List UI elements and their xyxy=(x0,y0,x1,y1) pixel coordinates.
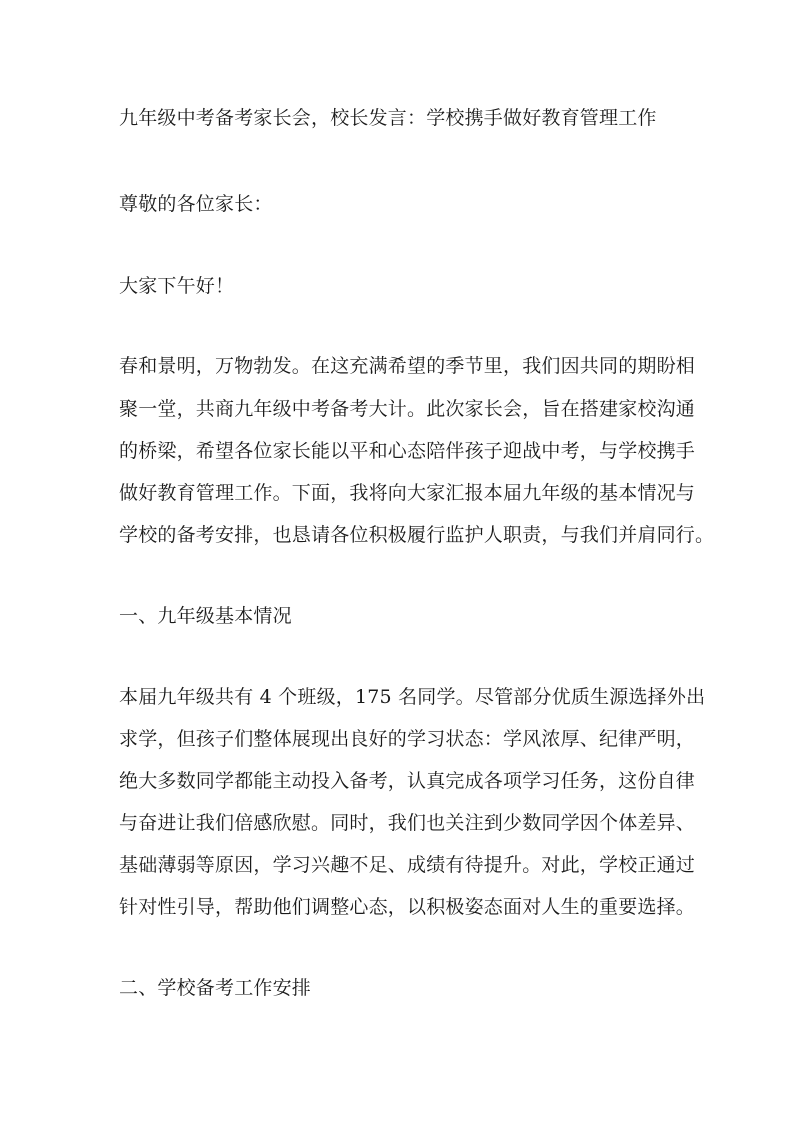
salutation: 尊敬的各位家长： xyxy=(119,193,273,215)
paragraph-line: 针对性引导，帮助他们调整心态，以积极姿态面对人生的重要选择。 xyxy=(119,896,696,918)
document-title: 九年级中考备考家长会，校长发言：学校携手做好教育管理工作 xyxy=(119,107,657,129)
paragraph-line: 做好教育管理工作。下面，我将向大家汇报本届九年级的基本情况与 xyxy=(119,482,696,504)
paragraph-line: 与奋进让我们倍感欣慰。同时，我们也关注到少数同学因个体差异、 xyxy=(119,812,696,834)
paragraph-line: 春和景明，万物勃发。在这充满希望的季节里，我们因共同的期盼相 xyxy=(119,355,696,377)
paragraph-line: 学校的备考安排，也恳请各位积极履行监护人职责，与我们并肩同行。 xyxy=(119,524,715,546)
paragraph-line: 聚一堂，共商九年级中考备考大计。此次家长会，旨在搭建家校沟通 xyxy=(119,398,696,420)
section-1-heading: 一、九年级基本情况 xyxy=(119,605,292,627)
paragraph-line: 本届九年级共有 4 个班级，175 名同学。尽管部分优质生源选择外出 xyxy=(119,686,706,708)
paragraph-line: 基础薄弱等原因，学习兴趣不足、成绩有待提升。对此，学校正通过 xyxy=(119,854,696,876)
paragraph-line: 绝大多数同学都能主动投入备考，认真完成各项学习任务，这份自律 xyxy=(119,770,696,792)
section-2-heading: 二、学校备考工作安排 xyxy=(119,977,312,999)
paragraph-line: 求学，但孩子们整体展现出良好的学习状态：学风浓厚、纪律严明， xyxy=(119,728,696,750)
greeting: 大家下午好！ xyxy=(119,275,235,297)
paragraph-line: 的桥梁，希望各位家长能以平和心态陪伴孩子迎战中考，与学校携手 xyxy=(119,440,696,462)
